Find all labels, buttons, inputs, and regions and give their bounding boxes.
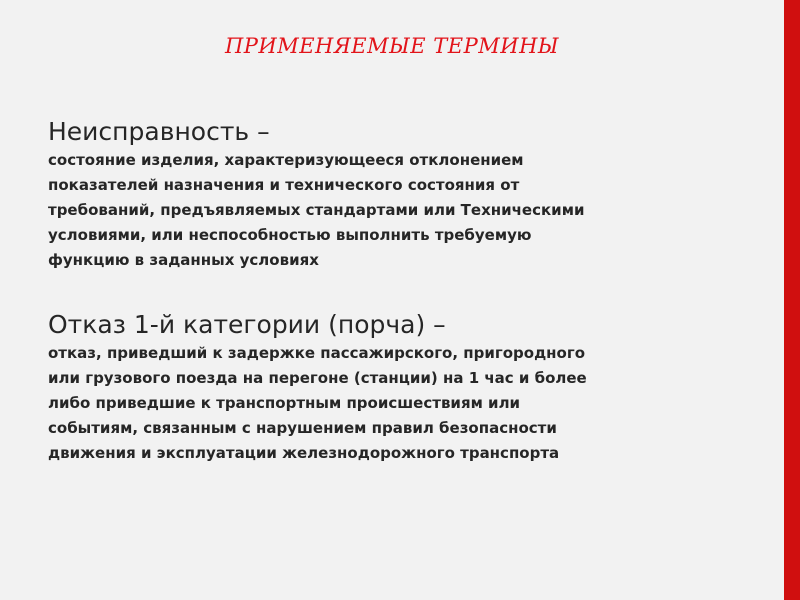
description-line: состояние изделия, характеризующееся отклонением <box>48 151 524 169</box>
term-description <box>48 148 768 273</box>
term-definition-malfunction <box>48 116 768 273</box>
slide-title: ПРИМЕНЯЕМЫЕ ТЕРМИНЫ <box>224 34 560 58</box>
description-line: требований, предъявляемых стандартами или Техническими <box>48 201 585 219</box>
description-line: отказ, приведший к задержке пассажирского, пригородного <box>48 344 585 362</box>
description-line: событиям, связанным с нарушением правил безопасности <box>48 419 557 437</box>
description-line: или грузового поезда на перегоне (станции) на 1 час и более <box>48 369 587 387</box>
term-description <box>48 341 768 466</box>
term-heading: Отказ 1-й категории (порча) – <box>48 310 446 339</box>
term-heading: Неисправность – <box>48 117 270 146</box>
description-line: показателей назначения и технического состояния от <box>48 176 520 194</box>
description-line: функцию в заданных условиях <box>48 251 319 269</box>
description-line: движения и эксплуатации железнодорожного транспорта <box>48 444 560 462</box>
description-line: либо приведшие к транспортным происшествиям или <box>48 394 521 412</box>
accent-bar <box>784 0 800 600</box>
term-definition-failure-category-1 <box>48 309 768 466</box>
description-line: условиями, или неспособностью выполнить требуемую <box>48 226 532 244</box>
